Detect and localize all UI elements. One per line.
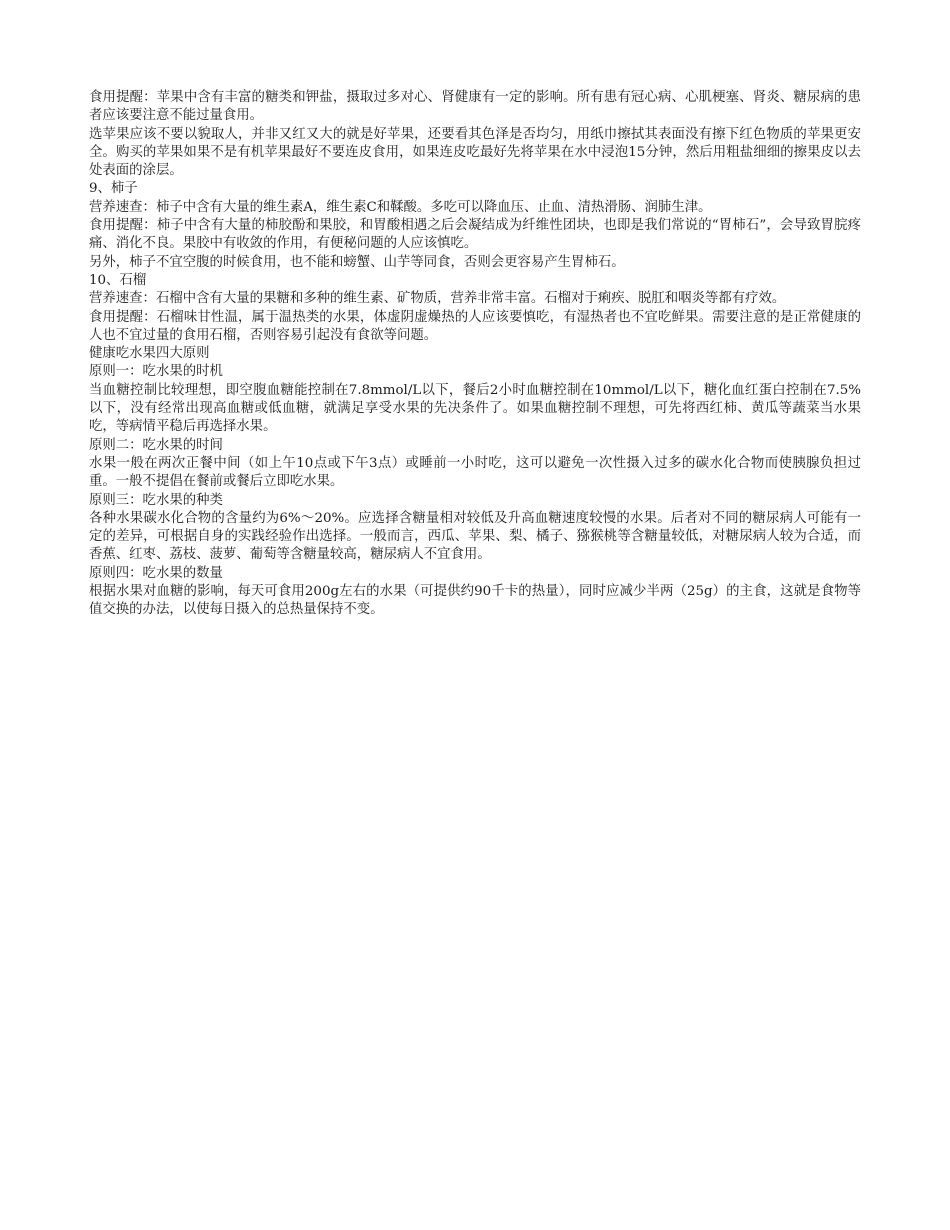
principle-one-text: 当血糖控制比较理想，即空腹血糖能控制在7.8mmol/L以下，餐后2小时血糖控制在10mmol/L以下，糖化血红蛋白控制在7.5%以下，没有经常出现高血糖或低血糖，就满足享受水果的先决条件了。如果血糖控制不理想，可先将西红柿、黄瓜等蔬菜当水果吃，等病情平稳后再选择水果。 — [89, 382, 861, 435]
section-heading-persimmon: 9、柿子 — [89, 181, 138, 197]
principle-three-text: 各种水果碳水化合物的含量约为6%～20%。应选择含糖量相对较低及升高血糖速度较慢的水果。后者对不同的糖尿病人可能有一定的差异，可根据自身的实践经验作出选择。一般而言，西瓜、苹果、梨、橘子、猕猴桃等含糖量较低，对糖尿病人较为合适，而香蕉、红枣、荔枝、菠萝、葡萄等含糖量较高，糖尿病人不宜食用。 — [89, 510, 861, 563]
paragraph-persimmon-nutrition: 营养速查：柿子中含有大量的维生素A，维生素C和鞣酸。多吃可以降血压、止血、清热滑肠、润肺生津。 — [89, 199, 712, 215]
principle-two-text: 水果一般在两次正餐中间（如上午10点或下午3点）或睡前一小时吃，这可以避免一次性摄入过多的碳水化合物而使胰腺负担过重。一般不提倡在餐前或餐后立即吃水果。 — [89, 455, 861, 490]
document-body — [89, 89, 861, 620]
principle-three-heading: 原则三：吃水果的种类 — [89, 492, 223, 508]
paragraph-pomegranate-eating-tips: 食用提醒：石榴味甘性温，属于温热类的水果，体虚阴虚燥热的人应该要慎吃，有湿热者也不宜吃鲜果。需要注意的是正常健康的人也不宜过量的食用石榴，否则容易引起没有食欲等问题。 — [89, 309, 861, 343]
paragraph-apple-selection: 选苹果应该不要以貌取人，并非又红又大的就是好苹果，还要看其色泽是否均匀，用纸巾擦拭其表面没有擦下红色物质的苹果更安全。购买的苹果如果不是有机苹果最好不要连皮食用，如果连皮吃最好先将苹果在水中浸泡15分钟，然后用粗盐细细的擦果皮以去处表面的涂层。 — [89, 126, 861, 179]
principle-two-heading: 原则二：吃水果的时间 — [89, 437, 223, 453]
principle-four-text: 根据水果对血糖的影响，每天可食用200g左右的水果（可提供约90千卡的热量），同时应减少半两（25g）的主食，这就是食物等值交换的办法，以使每日摄入的总热量保持不变。 — [89, 584, 861, 618]
paragraph-apple-eating-tips: 食用提醒：苹果中含有丰富的糖类和钾盐，摄取过多对心、肾健康有一定的影响。所有患有冠心病、心肌梗塞、肾炎、糖尿病的患者应该要注意不能过量食用。 — [89, 90, 861, 124]
section-heading-pomegranate: 10、石榴 — [89, 272, 147, 288]
paragraph-persimmon-warning: 另外，柿子不宜空腹的时候食用，也不能和螃蟹、山芋等同食，否则会更容易产生胃柿石。 — [89, 254, 625, 270]
section-heading-four-principles: 健康吃水果四大原则 — [89, 346, 210, 362]
principle-four-heading: 原则四：吃水果的数量 — [89, 565, 223, 581]
paragraph-pomegranate-nutrition: 营养速查：石榴中含有大量的果糖和多种的维生素、矿物质，营养非常丰富。石榴对于痢疾、脱肛和咽炎等都有疗效。 — [89, 291, 786, 307]
principle-one-heading: 原则一：吃水果的时机 — [89, 364, 223, 380]
paragraph-persimmon-eating-tips: 食用提醒：柿子中含有大量的柿胶酚和果胶，和胃酸相遇之后会凝结成为纤维性团块，也即是我们常说的“胃柿石”，会导致胃脘疼痛、消化不良。果胶中有收敛的作用，有便秘问题的人应该慎吃。 — [89, 218, 861, 252]
